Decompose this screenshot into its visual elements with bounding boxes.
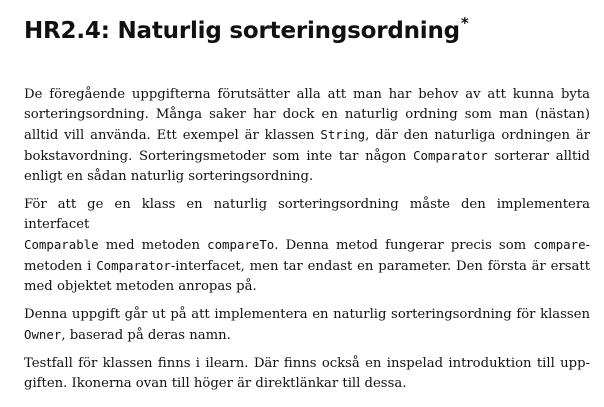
text-line [24, 105, 590, 125]
text-run: De föregående uppgifterna förutsätter alla att man har behov av att kunna byta [24, 87, 590, 102]
paragraph-2 [24, 195, 590, 297]
section-heading [24, 14, 469, 44]
text-line [24, 167, 590, 187]
text-run: med objektet metoden anropas på. [24, 279, 257, 294]
text-line [24, 354, 590, 374]
document-body [24, 85, 590, 402]
text-line [24, 256, 590, 277]
text-run: sorterar alltid [487, 149, 590, 164]
text-line [24, 277, 590, 297]
text-run: -interfacet, men tar endast en parameter. Den första är ersatt [170, 259, 590, 274]
text-run: , där den naturliga ordningen är [365, 128, 590, 143]
inline-code: compareTo [207, 237, 275, 252]
text-run: enligt en sådan naturlig sorteringsordning. [24, 169, 314, 184]
text-line [24, 146, 590, 167]
inline-code: String [320, 127, 366, 142]
paragraph-1 [24, 85, 590, 187]
text-run: sorteringsordning. Många saker har dock en naturlig ordning som man (nästan) [24, 107, 590, 122]
text-run: med metoden [98, 238, 208, 253]
text-run: bokstavordning. Sorteringsmetoder som inte tar någon [24, 149, 414, 164]
text-line [24, 374, 590, 394]
text-line [24, 325, 590, 346]
text-line [24, 305, 590, 325]
inline-code: compare [533, 237, 586, 252]
text-line [24, 195, 590, 235]
text-run: , baserad på deras namn. [61, 328, 231, 343]
inline-code: Comparator [413, 148, 488, 163]
text-run: Denna uppgift går ut på att implementera en naturlig sorteringsordning för klassen [24, 307, 590, 322]
text-run: Testfall för klassen finns i ilearn. Där finns också en inspelad introduktion till upp- [24, 356, 590, 371]
paragraph-3 [24, 305, 590, 346]
text-run: . Denna metod fungerar precis som [274, 238, 534, 253]
text-run: giften. Ikonerna ovan till höger är direktlänkar till dessa. [24, 376, 407, 391]
inline-code: Comparable [24, 237, 99, 252]
text-run: alltid vill använda. Ett exempel är klassen [24, 128, 321, 143]
text-line [24, 125, 590, 146]
inline-code: Comparator [96, 258, 171, 273]
text-run: För att ge en klass en naturlig sorteringsordning måste den implementera interfacet [24, 197, 590, 232]
text-run: - [585, 238, 590, 253]
heading-title: HR2.4: Naturlig sorteringsordning [24, 18, 460, 44]
text-line [24, 235, 590, 256]
inline-code: Owner [24, 327, 62, 342]
text-run: metoden i [24, 259, 97, 274]
footnote-marker: * [460, 14, 469, 32]
paragraph-4 [24, 354, 590, 394]
text-line [24, 85, 590, 105]
